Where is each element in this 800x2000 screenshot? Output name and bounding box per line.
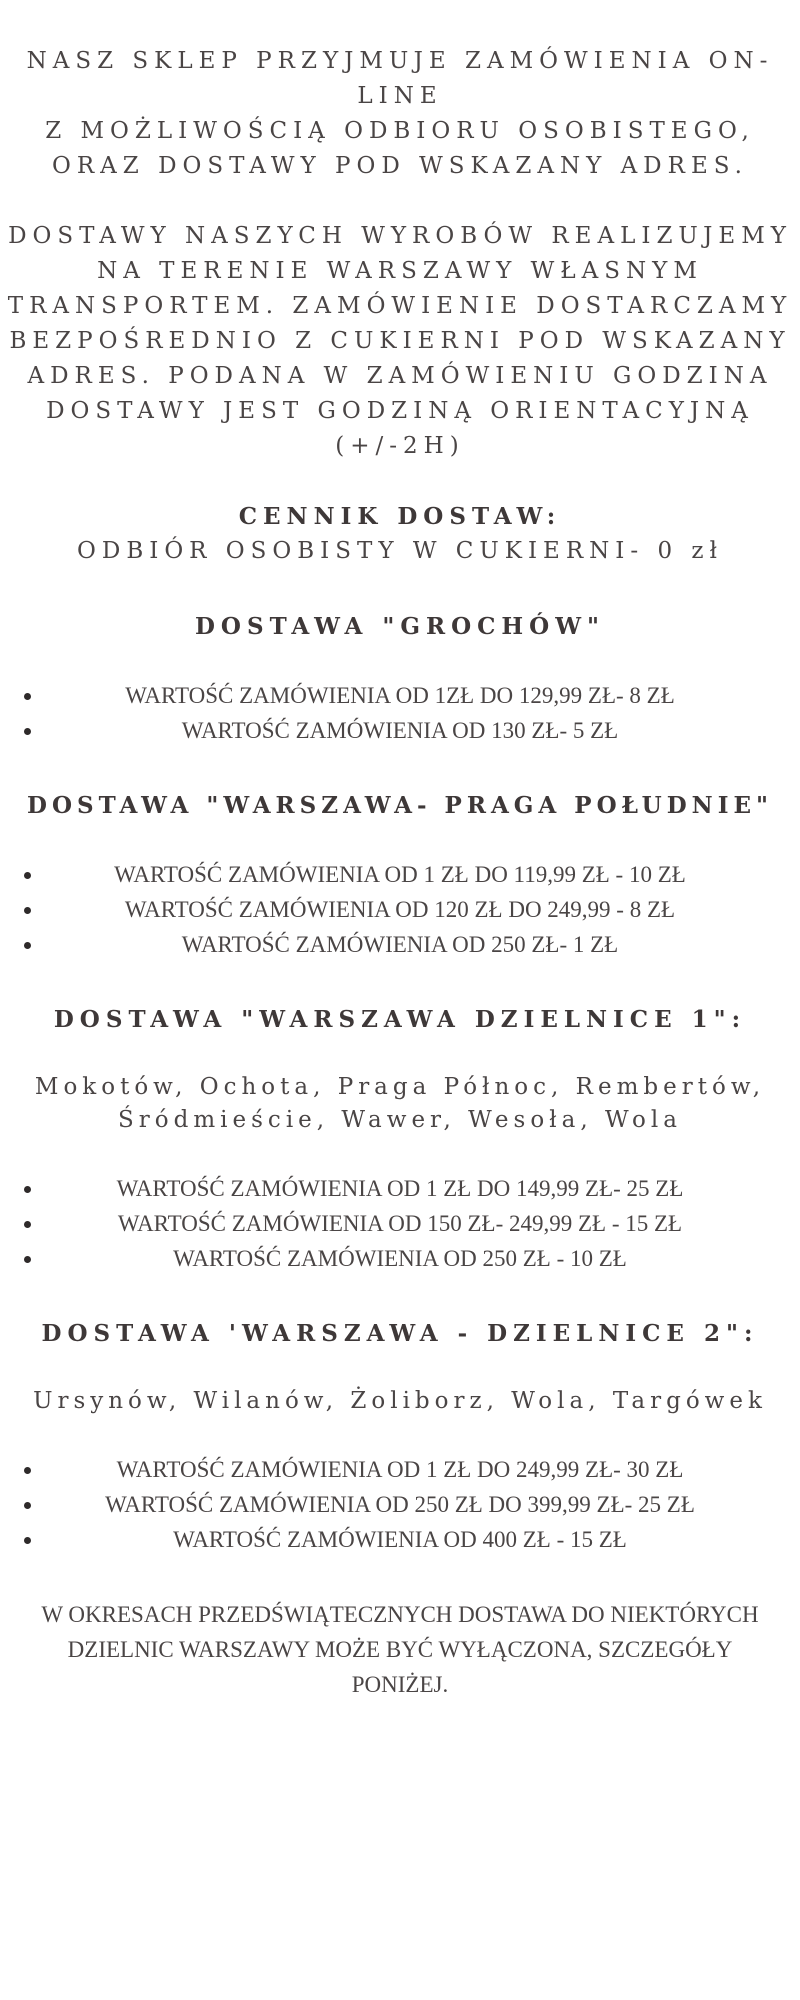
price-item: WARTOŚĆ ZAMÓWIENIA OD 1ZŁ DO 129,99 ZŁ- 8 ZŁ xyxy=(0,678,800,713)
intro-line: ORAZ DOSTAWY POD WSKAZANY ADRES. xyxy=(52,153,748,179)
holiday-note: W OKRESACH PRZEDŚWIĄTECZNYCH DOSTAWA DO NIEKTÓRYCH DZIELNIC WARSZAWY MOŻE BYĆ WYŁĄCZONA, SZCZEGÓŁY PONIŻEJ. xyxy=(41,1602,759,1697)
zone-price-list-dzielnice-1 xyxy=(0,1171,800,1276)
pickup-price: ODBIÓR OSOBISTY W CUKIERNI- 0 zł xyxy=(77,538,723,564)
zone-price-list-dzielnice-2 xyxy=(0,1452,800,1557)
zone-districts-dzielnice-1: Mokotów, Ochota, Praga Północ, Rembertów, Śródmieście, Wawer, Wesoła, Wola xyxy=(34,1074,766,1133)
zone-heading-dzielnice-2: DOSTAWA 'WARSZAWA - DZIELNICE 2": xyxy=(41,1320,759,1347)
zone-price-list-grochow xyxy=(0,678,800,748)
zone-heading-praga-poludnie: DOSTAWA "WARSZAWA- PRAGA POŁUDNIE" xyxy=(27,792,773,819)
price-item: WARTOŚĆ ZAMÓWIENIA OD 250 ZŁ - 10 ZŁ xyxy=(0,1241,800,1276)
price-item: WARTOŚĆ ZAMÓWIENIA OD 130 ZŁ- 5 ZŁ xyxy=(0,713,800,748)
zone-price-list-praga-poludnie xyxy=(0,857,800,962)
zone-districts-dzielnice-2: Ursynów, Wilanów, Żoliborz, Wola, Targówek xyxy=(33,1388,767,1414)
price-item: WARTOŚĆ ZAMÓWIENIA OD 250 ZŁ- 1 ZŁ xyxy=(0,927,800,962)
price-item: WARTOŚĆ ZAMÓWIENIA OD 1 ZŁ DO 249,99 ZŁ- 30 ZŁ xyxy=(0,1452,800,1487)
zone-heading-dzielnice-1: DOSTAWA "WARSZAWA DZIELNICE 1": xyxy=(53,1006,747,1033)
price-list-heading: CENNIK DOSTAW: xyxy=(238,503,562,530)
zone-heading-grochow: DOSTAWA "GROCHÓW" xyxy=(194,613,606,640)
delivery-info-text: DOSTAWY NASZYCH WYROBÓW REALIZUJEMY NA TERENIE WARSZAWY WŁASNYM TRANSPORTEM. ZAMÓWIENIE DOSTARCZAMY BEZPOŚREDNIO Z CUKIERNI POD WSKAZANY ADRES. PODANA W ZAMÓWIENIU GODZINA DOSTAWY JEST GODZINĄ ORIENTACYJNĄ (+/-2H) xyxy=(7,223,793,459)
price-item: WARTOŚĆ ZAMÓWIENIA OD 150 ZŁ- 249,99 ZŁ - 15 ZŁ xyxy=(0,1206,800,1241)
intro-line: NASZ SKLEP PRZYJMUJE ZAMÓWIENIA ON-LINE xyxy=(26,48,774,109)
intro-block xyxy=(0,44,800,184)
price-item: WARTOŚĆ ZAMÓWIENIA OD 1 ZŁ DO 119,99 ZŁ - 10 ZŁ xyxy=(0,857,800,892)
intro-line: Z MOŻLIWOŚCIĄ ODBIORU OSOBISTEGO, xyxy=(45,118,755,144)
price-item: WARTOŚĆ ZAMÓWIENIA OD 400 ZŁ - 15 ZŁ xyxy=(0,1522,800,1557)
price-item: WARTOŚĆ ZAMÓWIENIA OD 120 ZŁ DO 249,99 - 8 ZŁ xyxy=(0,892,800,927)
price-item: WARTOŚĆ ZAMÓWIENIA OD 1 ZŁ DO 149,99 ZŁ- 25 ZŁ xyxy=(0,1171,800,1206)
price-item: WARTOŚĆ ZAMÓWIENIA OD 250 ZŁ DO 399,99 ZŁ- 25 ZŁ xyxy=(0,1487,800,1522)
